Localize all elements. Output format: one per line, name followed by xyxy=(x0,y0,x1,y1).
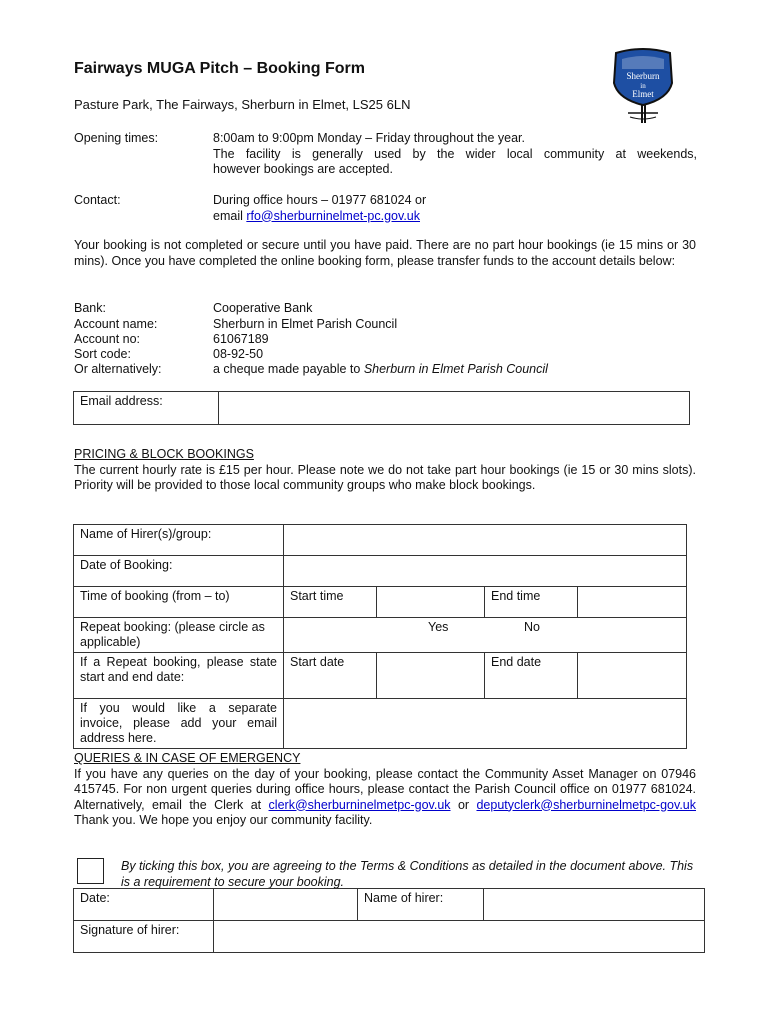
payment-notice: Your booking is not completed or secure until you have paid. There are no part hour bookings (ie 15 mins or 30 mins). Once you have completed the online booking form, please transfer funds to the account details below: xyxy=(74,238,696,268)
end-time-field[interactable] xyxy=(578,587,687,618)
booking-date-label: Date of Booking: xyxy=(74,556,284,587)
email-address-table xyxy=(73,391,690,425)
start-date-field[interactable] xyxy=(377,653,485,699)
queries-heading: QUERIES & IN CASE OF EMERGENCY xyxy=(74,751,301,765)
opening-times-line-1: 8:00am to 9:00pm Monday – Friday throughout the year. xyxy=(213,131,525,145)
alternative-label: Or alternatively: xyxy=(74,362,162,376)
booking-time-label: Time of booking (from – to) xyxy=(74,587,284,618)
date-label: Date: xyxy=(74,889,214,921)
queries-section xyxy=(74,751,696,829)
email-address-label: Email address: xyxy=(74,392,219,425)
queries-text: If you have any queries on the day of your booking, please contact the Community Asset Manager on 07946 415745. For non urgent queries during office hours, please contact the Parish Council office on 01977 681024. Alternatively, email the Clerk at clerk@sherburninelmetpc-gov.uk or deputyclerk@sherburninelmetpc-gov.uk Thank you. We hope you enjoy our community facility. xyxy=(74,766,696,827)
contact-label: Contact: xyxy=(74,193,121,207)
repeat-booking-label: Repeat booking: (please circle as applicable) xyxy=(74,618,284,653)
svg-text:in: in xyxy=(640,82,646,90)
page-title: Fairways MUGA Pitch – Booking Form xyxy=(74,60,366,77)
pricing-section xyxy=(74,447,696,494)
contact-email-link[interactable]: rfo@sherburninelmet-pc.gov.uk xyxy=(246,208,420,223)
deputy-clerk-email-link[interactable]: deputyclerk@sherburninelmetpc-gov.uk xyxy=(476,797,696,812)
separate-invoice-label: If you would like a separate invoice, please add your email address here. xyxy=(74,699,284,749)
bank-value: Cooperative Bank xyxy=(213,301,313,315)
end-date-field[interactable] xyxy=(578,653,687,699)
parish-council-logo xyxy=(606,47,680,127)
terms-agreement-text: By ticking this box, you are agreeing to the Terms & Conditions as detailed in the document above. This is a requirement to secure your booking. xyxy=(121,859,694,889)
repeat-yes-option[interactable]: Yes xyxy=(428,620,449,634)
opening-times-line-3: however bookings are accepted. xyxy=(213,162,393,176)
hirer-name-label: Name of Hirer(s)/group: xyxy=(74,525,284,556)
contact-email-line: email rfo@sherburninelmet-pc.gov.uk xyxy=(213,208,420,223)
venue-address: Pasture Park, The Fairways, Sherburn in Elmet, LS25 6LN xyxy=(74,97,411,112)
svg-text:Sherburn: Sherburn xyxy=(626,71,660,81)
signature-field[interactable] xyxy=(214,921,705,953)
booking-table xyxy=(73,524,687,749)
repeat-no-option[interactable]: No xyxy=(524,620,540,634)
bank-label: Bank: xyxy=(74,301,106,315)
clerk-email-link[interactable]: clerk@sherburninelmetpc-gov.uk xyxy=(268,797,451,812)
start-time-field[interactable] xyxy=(377,587,485,618)
end-time-label: End time xyxy=(485,587,578,618)
opening-times-line-2: The facility is generally used by the wider local community at weekends, xyxy=(213,146,697,161)
repeat-dates-label: If a Repeat booking, please state start and end date: xyxy=(74,653,284,699)
separate-invoice-email-field[interactable] xyxy=(284,699,687,749)
signature-label: Signature of hirer: xyxy=(74,921,214,953)
start-time-label: Start time xyxy=(284,587,377,618)
hirer-name-sign-label: Name of hirer: xyxy=(358,889,484,921)
opening-times-label: Opening times: xyxy=(74,131,159,145)
sort-code-value: 08-92-50 xyxy=(213,346,264,361)
svg-text:Elmet: Elmet xyxy=(632,89,654,99)
sort-code-label: Sort code: xyxy=(74,346,131,361)
pricing-text: The current hourly rate is £15 per hour. Please note we do not take part hour bookings (ie 15 or 30 mins slots). Priority will be provided to those local community groups who make block bookings. xyxy=(74,462,696,492)
account-no-value: 61067189 xyxy=(213,331,269,346)
hirer-name-sign-field[interactable] xyxy=(484,889,705,921)
account-name-value: Sherburn in Elmet Parish Council xyxy=(213,316,398,331)
signature-table xyxy=(73,888,705,953)
terms-checkbox[interactable] xyxy=(77,858,104,884)
email-address-field[interactable] xyxy=(219,392,690,425)
end-date-label: End date xyxy=(485,653,578,699)
contact-phone: During office hours – 01977 681024 or xyxy=(213,193,427,207)
cheque-instruction: a cheque made payable to Sherburn in Elmet Parish Council xyxy=(213,362,548,376)
account-name-label: Account name: xyxy=(74,316,158,331)
account-no-label: Account no: xyxy=(74,331,141,346)
date-field[interactable] xyxy=(214,889,358,921)
start-date-label: Start date xyxy=(284,653,377,699)
repeat-booking-options xyxy=(284,618,687,653)
hirer-name-field[interactable] xyxy=(284,525,687,556)
booking-date-field[interactable] xyxy=(284,556,687,587)
cheque-payee: Sherburn in Elmet Parish Council xyxy=(363,362,548,376)
pricing-heading: PRICING & BLOCK BOOKINGS xyxy=(74,447,254,461)
